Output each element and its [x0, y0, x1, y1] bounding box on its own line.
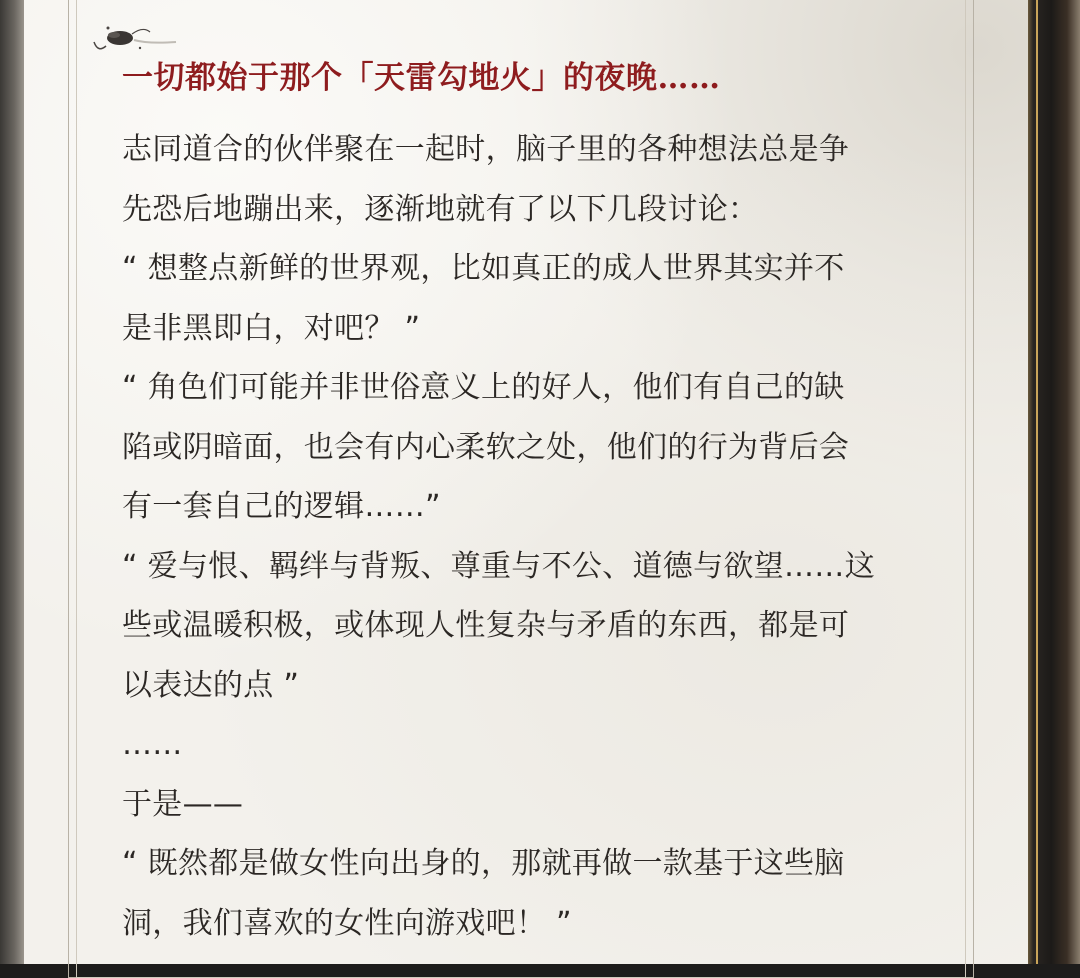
text-line: “ 角色们可能并非世俗意义上的好人，他们有自己的缺: [122, 370, 845, 405]
text-line: 陷或阴暗面，也会有内心柔软之处，他们的行为背后会: [122, 429, 850, 465]
text-line: 些或温暖积极，或体现人性复杂与矛盾的东西，都是可: [122, 608, 850, 643]
ink-blot-ornament-icon: [88, 18, 178, 58]
text-line: 洞，我们喜欢的女性向游戏吧！ ”: [122, 905, 572, 941]
text-line: “ 爱与恨、羁绊与背叛、尊重与不公、道德与欲望……这: [122, 548, 875, 584]
text-line: 先恐后地蹦出来，逐渐地就有了以下几段讨论：: [122, 191, 759, 227]
text-line: 是非黑即白，对吧？ ”: [122, 310, 421, 346]
text-line: 志同道合的伙伴聚在一起时，脑子里的各种想法总是争: [122, 132, 850, 167]
body-paragraph: [122, 120, 942, 953]
text-line: “ 既然都是做女性向出身的，那就再做一款基于这些脑: [122, 846, 845, 881]
text-line: 有一套自己的逻辑……”: [122, 489, 441, 524]
text-line: 于是——: [122, 786, 244, 822]
left-frame: [0, 0, 24, 964]
page-title: 一切都始于那个「天雷勾地火」的夜晚……: [122, 60, 721, 96]
text-line: 以表达的点 ”: [122, 667, 300, 703]
text-line: “ 想整点新鲜的世界观，比如真正的成人世界其实并不: [122, 251, 845, 286]
gold-trim: [1036, 0, 1038, 964]
text-line: ……: [122, 727, 183, 762]
